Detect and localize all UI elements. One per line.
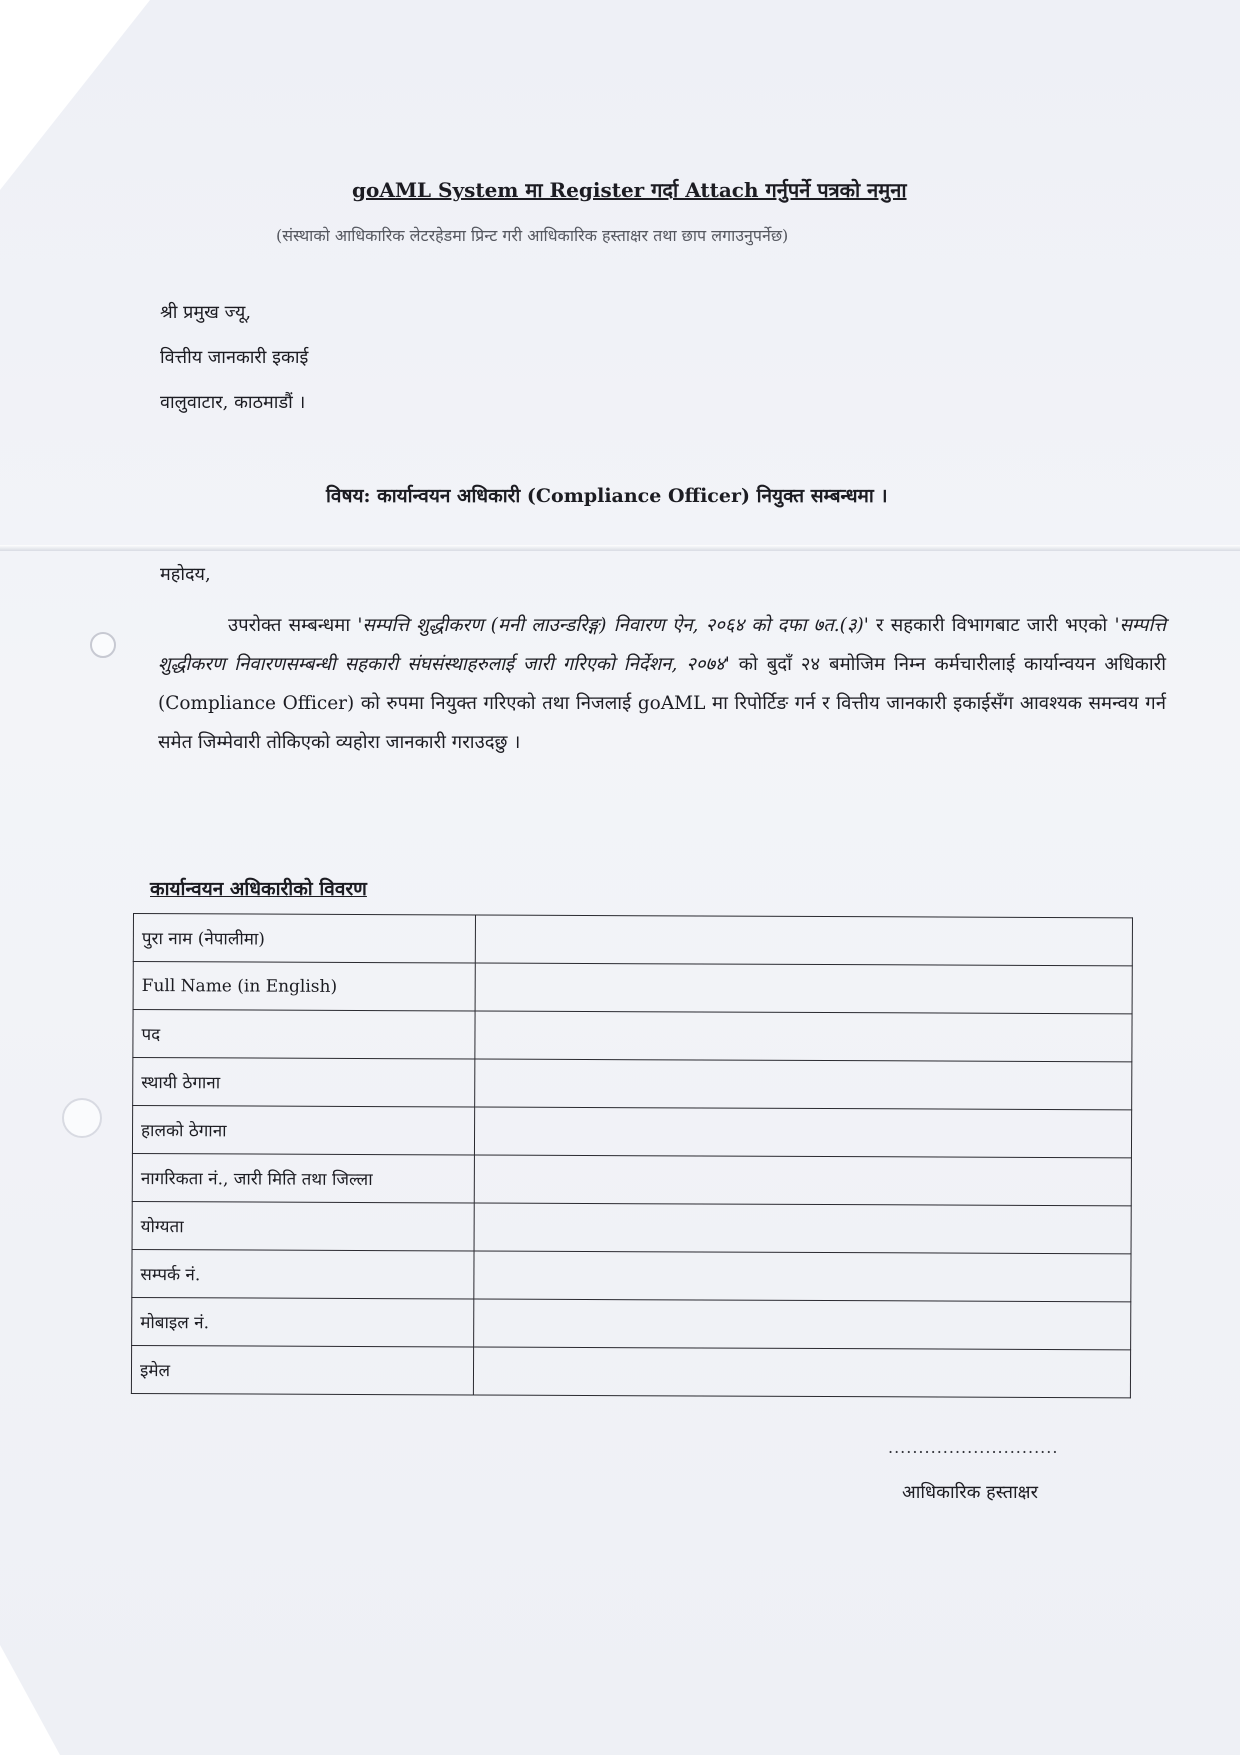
document-title: goAML System मा Register गर्दा Attach गर्नुपर्ने पत्रको नमुना xyxy=(352,178,907,202)
table-row xyxy=(133,962,1132,1014)
field-label: पद xyxy=(133,1010,475,1059)
table-row xyxy=(132,1249,1131,1301)
document-instruction: (संस्थाको आधिकारिक लेटरहेडमा प्रिन्ट गरी आधिकारिक हस्ताक्षर तथा छाप लगाउनुपर्नेछ) xyxy=(276,226,789,245)
table-row xyxy=(133,1058,1132,1110)
folded-corner-bottom xyxy=(0,1645,60,1755)
salutation: महोदय, xyxy=(160,564,211,585)
field-label: इमेल xyxy=(131,1345,473,1394)
field-value[interactable] xyxy=(474,1251,1131,1302)
paper-fold-line xyxy=(0,545,1240,551)
punch-hole-bottom xyxy=(62,1098,102,1138)
field-label: योग्यता xyxy=(132,1201,474,1250)
table-row xyxy=(133,914,1132,966)
table-row xyxy=(132,1106,1131,1158)
field-label: पुरा नाम (नेपालीमा) xyxy=(133,914,475,963)
body-part-1: उपरोक्त सम्बन्धमा xyxy=(228,615,358,636)
field-label: मोबाइल नं. xyxy=(132,1297,474,1346)
field-value[interactable] xyxy=(475,915,1132,966)
address-line-1: श्री प्रमुख ज्यू, xyxy=(160,302,252,323)
field-label: हालको ठेगाना xyxy=(132,1106,474,1155)
table-row xyxy=(131,1345,1130,1397)
table-row xyxy=(133,1010,1132,1062)
address-line-2: वित्तीय जानकारी इकाई xyxy=(160,347,309,368)
field-label: स्थायी ठेगाना xyxy=(133,1058,475,1107)
field-label: नागरिकता नं., जारी मिति तथा जिल्ला xyxy=(132,1153,474,1202)
field-value[interactable] xyxy=(474,1299,1131,1350)
address-line-3: वालुवाटार, काठमाडौं । xyxy=(160,392,306,413)
field-value[interactable] xyxy=(475,1059,1132,1110)
table-row xyxy=(132,1201,1131,1253)
body-part-3: को बुदाँ २४ बमोजिम निम्न कर्मचारीलाई कार्यान्वयन अधिकारी (Compliance Officer) को रुपमा नियुक्त गरिएको तथा निजलाई goAML मा रिपोर्टिङ गर्न र वित्तीय जानकारी इकाईसँग आवश्यक समन्वय गर्न समेत जिम्मेवारी तोकिएको व्यहोरा जानकारी गराउदछु । xyxy=(158,654,1167,753)
act-reference: 'सम्पत्ति शुद्धीकरण (मनी लाउन्डरिङ्ग) निवारण ऐन, २०६४ को दफा ७त.(३)' xyxy=(357,615,869,636)
field-value[interactable] xyxy=(474,1107,1131,1158)
field-value[interactable] xyxy=(473,1347,1130,1398)
field-value[interactable] xyxy=(475,963,1132,1014)
signature-line: ............................ xyxy=(888,1438,1059,1457)
officer-details-heading: कार्यान्वयन अधिकारीको विवरण xyxy=(150,878,367,900)
officer-details-table xyxy=(131,913,1133,1398)
signature-label: आधिकारिक हस्ताक्षर xyxy=(902,1482,1038,1503)
punch-hole-top xyxy=(90,632,116,658)
directive-reference: 'सम्पत्ति शुद्धीकरण निवारणसम्बन्धी सहकारी संघसंस्थाहरुलाई जारी गरिएको निर्देशन, २०७४' xyxy=(158,615,1167,675)
field-value[interactable] xyxy=(474,1155,1131,1206)
field-label: Full Name (in English) xyxy=(133,962,475,1011)
letter-body xyxy=(158,606,1166,762)
letter-subject: विषय: कार्यान्वयन अधिकारी (Compliance Officer) नियुक्त सम्बन्धमा । xyxy=(326,485,888,507)
body-part-2: र सहकारी विभागबाट जारी भएको xyxy=(868,615,1115,636)
folded-corner-top xyxy=(0,0,150,190)
table-row xyxy=(132,1153,1131,1205)
field-value[interactable] xyxy=(475,1011,1132,1062)
table-row xyxy=(132,1297,1131,1349)
field-value[interactable] xyxy=(474,1203,1131,1254)
field-label: सम्पर्क नं. xyxy=(132,1249,474,1298)
recipient-address xyxy=(160,290,308,425)
